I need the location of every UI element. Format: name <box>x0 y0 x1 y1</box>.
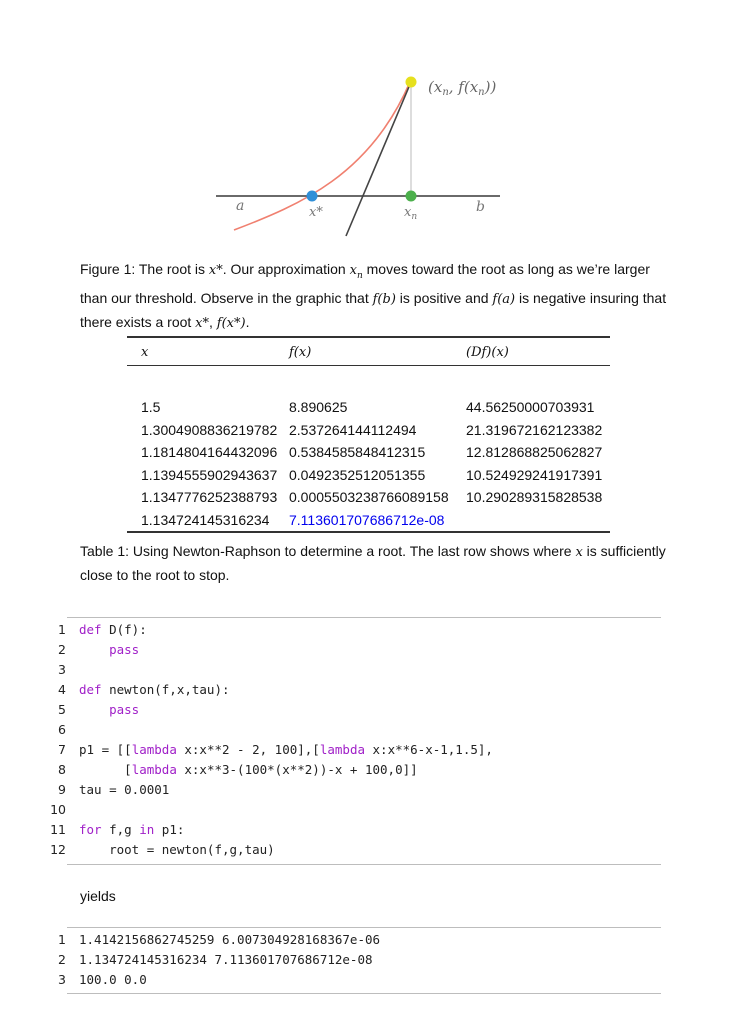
point-xn-fxn <box>406 77 417 88</box>
line-number: 3 <box>58 972 66 987</box>
table-row <box>127 419 610 441</box>
header-x: x <box>141 345 149 360</box>
line-number: 6 <box>58 722 66 737</box>
cell-fx: 0.0005503238766089158 <box>289 489 449 505</box>
cell-dfx: 21.319672162123382 <box>466 421 603 438</box>
line-number: 8 <box>58 762 66 777</box>
line-number: 12 <box>50 842 66 857</box>
code-keyword: pass <box>109 702 140 717</box>
label-b: b <box>476 199 485 215</box>
code-text <box>79 780 169 800</box>
cell-dfx: 12.812868825062827 <box>466 444 603 460</box>
code-token: newton(f,x,tau): <box>101 682 230 697</box>
table-row <box>127 509 610 531</box>
line-number: 9 <box>58 782 66 797</box>
line-number: 10 <box>50 802 66 817</box>
code-text <box>79 700 139 720</box>
output-bottom-rule <box>67 993 661 994</box>
cell-dfx: 10.524929241917391 <box>466 466 603 483</box>
code-token <box>79 702 109 717</box>
code-token: p1: <box>154 822 185 837</box>
code-keyword: in <box>139 822 155 837</box>
code-top-rule <box>67 617 661 618</box>
output-text: 100.0 0.0 <box>79 972 147 987</box>
code-text <box>79 740 493 760</box>
cell-fx: 7.113601707686712e-08 <box>289 511 445 528</box>
code-token: x:x**2 - 2, 100],[ <box>176 742 320 757</box>
cell-x: 1.1347776252388793 <box>141 489 278 505</box>
code-token: f,g <box>101 822 140 837</box>
table-row <box>127 396 610 418</box>
line-number: 11 <box>50 822 66 837</box>
label-root: x* <box>309 205 323 220</box>
output-text: 1.134724145316234 7.113601707686712e-08 <box>79 952 373 967</box>
line-number: 5 <box>58 702 66 717</box>
code-keyword: for <box>79 822 102 837</box>
code-text <box>79 680 230 700</box>
code-token: x:x**6-x-1,1.5], <box>365 742 493 757</box>
code-token: [ <box>79 762 132 777</box>
line-number: 2 <box>58 642 66 657</box>
code-text <box>79 820 184 840</box>
point-label: ($x_n$, $f(x_n)$) <box>428 78 497 98</box>
code-token: x:x**3-(100*(x**2))-x + 100,0]] <box>176 762 418 777</box>
cell-fx: 0.5384585848412315 <box>289 444 426 460</box>
code-token <box>79 642 109 657</box>
cell-fx: 0.0492352512051355 <box>289 466 426 483</box>
output-text: 1.4142156862745259 6.007304928168367e-06 <box>79 932 381 947</box>
cell-x: 1.5 <box>141 399 161 415</box>
line-number: 2 <box>58 952 66 967</box>
line-number: 1 <box>58 622 66 637</box>
table-top-rule <box>127 336 610 338</box>
cell-fx: 8.890625 <box>289 399 348 415</box>
table-caption-line-2: close to the root to stop. <box>80 567 230 583</box>
code-token: p1 = [[ <box>79 742 132 757</box>
cell-x: 1.1814804164432096 <box>141 444 278 460</box>
line-number: 1 <box>58 932 66 947</box>
label-xn: $x_n$ <box>404 205 418 222</box>
code-token: tau = 0.0001 <box>79 782 170 797</box>
code-keyword: def <box>79 682 102 697</box>
table-row <box>127 464 610 486</box>
cell-x: 1.1394555902943637 <box>141 466 278 483</box>
code-keyword: def <box>79 622 102 637</box>
code-token: D(f): <box>101 622 147 637</box>
code-keyword: lambda <box>131 742 177 757</box>
root-point <box>307 191 318 202</box>
code-text <box>79 620 147 640</box>
code-text <box>79 840 275 860</box>
cell-dfx: 10.290289315828538 <box>466 489 603 505</box>
cell-fx: 2.537264144112494 <box>289 421 417 438</box>
code-keyword: pass <box>109 642 140 657</box>
figure-caption-line-1: Figure 1: The root is x*. Our approximation $x_n$ moves toward the root as long as we’re larger <box>80 261 650 281</box>
line-number: 3 <box>58 662 66 677</box>
table-header-rule <box>127 365 610 366</box>
code-keyword: lambda <box>131 762 177 777</box>
label-a: a <box>236 198 245 214</box>
newton-figure <box>0 60 746 250</box>
figure-caption-line-2: than our threshold. Observe in the graphic that f(b) is positive and f(a) is negative insuring that <box>80 289 667 307</box>
code-text <box>79 640 139 660</box>
header-dfx: (Df)(x) <box>466 345 509 360</box>
code-token: root = newton(f,g,tau) <box>79 842 275 857</box>
xn-point <box>406 191 417 202</box>
cell-dfx: 44.56250000703931 <box>466 399 595 415</box>
table-caption <box>80 540 672 586</box>
table-bottom-rule <box>127 531 610 533</box>
header-fx: f(x) <box>289 345 312 360</box>
figure-caption <box>80 258 672 335</box>
output-top-rule <box>67 927 661 928</box>
table-header-row <box>127 342 610 364</box>
line-number: 7 <box>58 742 66 757</box>
yields-label: yields <box>80 888 116 904</box>
tangent-line <box>346 82 411 236</box>
table-row <box>127 441 610 463</box>
cell-x: 1.3004908836219782 <box>141 421 278 438</box>
code-keyword: lambda <box>319 742 365 757</box>
code-bottom-rule <box>67 864 661 865</box>
table-row <box>127 486 610 508</box>
code-text <box>79 760 418 780</box>
table-caption-line-1: Table 1: Using Newton-Raphson to determine a root. The last row shows where x is sufficiently <box>80 543 666 560</box>
cell-x: 1.134724145316234 <box>141 511 270 528</box>
figure-caption-line-3: there exists a root x*, f(x*). <box>80 313 250 331</box>
line-number: 4 <box>58 682 66 697</box>
